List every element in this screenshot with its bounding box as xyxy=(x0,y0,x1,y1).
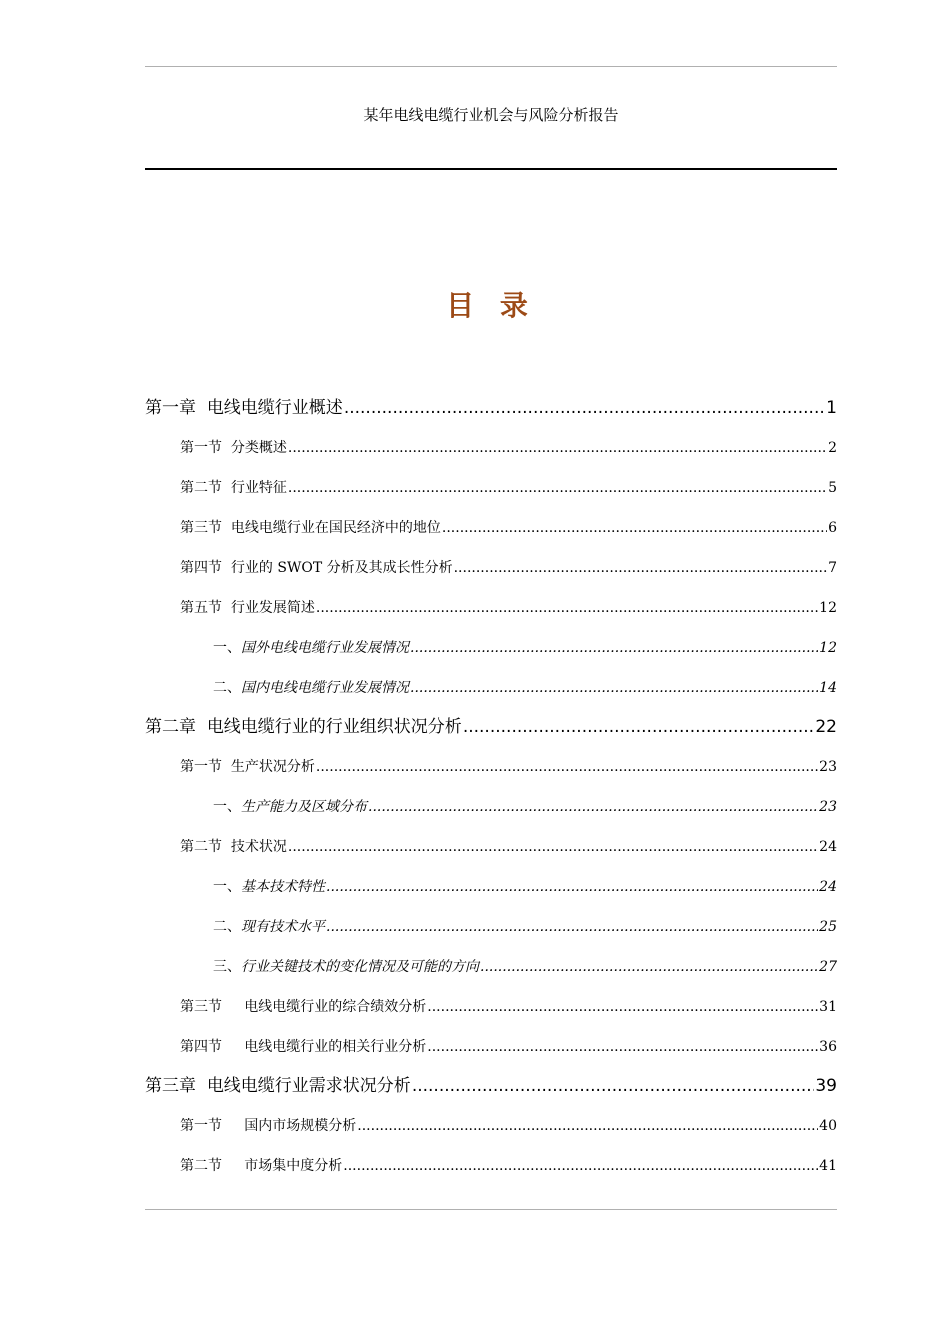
toc-section-1-5[interactable] xyxy=(180,598,837,618)
toc-entry-page: 39 xyxy=(815,1076,837,1096)
toc-entry-page: 24 xyxy=(819,839,837,855)
toc-entry-page: 22 xyxy=(815,717,837,737)
toc-entry-number: 第二章 xyxy=(145,717,207,737)
toc-heading: 目 录 xyxy=(446,289,536,322)
toc-entry-number: 第一节 xyxy=(180,1118,245,1134)
toc-entry-page: 6 xyxy=(828,520,837,536)
toc-entry-number: 第一章 xyxy=(145,398,207,418)
toc-leader-dots xyxy=(463,715,815,739)
toc-entry-number: 三、 xyxy=(213,959,241,975)
toc-entry-page: 36 xyxy=(819,1039,837,1055)
toc-entry-page: 14 xyxy=(819,680,837,696)
toc-leader-dots xyxy=(442,518,827,538)
toc-section-2-3[interactable] xyxy=(180,997,837,1017)
toc-leader-dots xyxy=(326,877,818,897)
toc-entry-label: 电线电缆行业的综合绩效分析 xyxy=(244,999,427,1015)
toc-entry-page: 41 xyxy=(819,1158,837,1174)
toc-entry-page: 23 xyxy=(819,759,837,775)
toc-entry-label: 行业发展简述 xyxy=(230,600,315,616)
toc-entry-number: 一、 xyxy=(213,640,241,656)
toc-leader-dots xyxy=(288,837,818,857)
toc-leader-dots xyxy=(316,598,818,618)
toc-entry-label: 电线电缆行业的行业组织状况分析 xyxy=(206,717,462,737)
toc-entry-label: 行业关键技术的变化情况及可能的方向 xyxy=(241,959,479,975)
toc-entry-page: 31 xyxy=(819,999,837,1015)
toc-entry-page: 40 xyxy=(819,1118,837,1134)
toc-entry-label: 国内电线电缆行业发展情况 xyxy=(241,680,409,696)
toc-entry-label: 电线电缆行业的相关行业分析 xyxy=(244,1039,427,1055)
toc-entry-page: 2 xyxy=(828,440,837,456)
toc-entry-label: 国内市场规模分析 xyxy=(244,1118,357,1134)
document-header-title: 某年电线电缆行业机会与风险分析报告 xyxy=(363,106,619,124)
toc-leader-dots xyxy=(343,1156,818,1176)
toc-entry-page: 25 xyxy=(819,919,837,935)
toc-entry-number: 第二节 xyxy=(180,839,231,855)
toc-section-2-4[interactable] xyxy=(180,1037,837,1057)
toc-entry-page: 23 xyxy=(819,799,837,815)
toc-leader-dots xyxy=(316,757,818,777)
toc-entry-label: 分类概述 xyxy=(230,440,287,456)
toc-leader-dots xyxy=(288,478,827,498)
toc-entry-label: 市场集中度分析 xyxy=(244,1158,343,1174)
toc-section-3-2[interactable] xyxy=(180,1156,837,1176)
toc-entry-number: 第二节 xyxy=(180,1158,245,1174)
toc-entry-page: 12 xyxy=(819,600,837,616)
toc-entry-page: 12 xyxy=(819,640,837,656)
toc-subsection-1-5-2[interactable] xyxy=(213,678,837,698)
toc-section-1-2[interactable] xyxy=(180,478,837,498)
toc-entry-number: 第四节 xyxy=(180,1039,245,1055)
toc-entry-number: 第五节 xyxy=(180,600,231,616)
toc-entry-number: 一、 xyxy=(213,799,241,815)
toc-entry-label: 电线电缆行业需求状况分析 xyxy=(206,1076,411,1096)
toc-entry-label: 生产状况分析 xyxy=(230,759,315,775)
toc-section-2-1[interactable] xyxy=(180,757,837,777)
toc-leader-dots xyxy=(410,638,818,658)
toc-entry-number: 第三章 xyxy=(145,1076,207,1096)
toc-entry-number: 第一节 xyxy=(180,440,231,456)
toc-entry-number: 第一节 xyxy=(180,759,231,775)
toc-entry-number: 第二节 xyxy=(180,480,231,496)
toc-leader-dots xyxy=(427,997,818,1017)
toc-section-2-2[interactable] xyxy=(180,837,837,857)
toc-subsection-2-1-1[interactable] xyxy=(213,797,837,817)
toc-section-3-1[interactable] xyxy=(180,1116,837,1136)
toc-leader-dots xyxy=(410,678,818,698)
toc-entry-number: 二、 xyxy=(213,680,241,696)
toc-entry-page: 1 xyxy=(826,398,837,418)
toc-subsection-2-2-1[interactable] xyxy=(213,877,837,897)
toc-entry-number: 二、 xyxy=(213,919,241,935)
toc-subsection-1-5-1[interactable] xyxy=(213,638,837,658)
toc-leader-dots xyxy=(412,1074,815,1098)
header-rule xyxy=(145,168,837,170)
toc-chapter-1[interactable] xyxy=(145,396,837,420)
toc-subsection-2-2-3[interactable] xyxy=(213,957,837,977)
toc-entry-number: 一、 xyxy=(213,879,241,895)
toc-subsection-2-2-2[interactable] xyxy=(213,917,837,937)
toc-entry-label: 行业的 SWOT 分析及其成长性分析 xyxy=(230,560,453,576)
toc-section-1-4[interactable] xyxy=(180,558,837,578)
toc-leader-dots xyxy=(368,797,818,817)
toc-entry-number: 第三节 xyxy=(180,999,245,1015)
toc-leader-dots xyxy=(344,396,825,420)
toc-entry-label: 电线电缆行业概述 xyxy=(206,398,343,418)
toc-entry-number: 第四节 xyxy=(180,560,231,576)
bottom-rule xyxy=(145,1209,837,1210)
toc-entry-page: 7 xyxy=(828,560,837,576)
toc-entry-label: 电线电缆行业在国民经济中的地位 xyxy=(230,520,441,536)
toc-leader-dots xyxy=(480,957,818,977)
toc-entry-page: 27 xyxy=(819,959,837,975)
toc-entry-label: 技术状况 xyxy=(230,839,287,855)
toc-chapter-3[interactable] xyxy=(145,1074,837,1098)
top-rule xyxy=(145,66,837,67)
toc-section-1-3[interactable] xyxy=(180,518,837,538)
toc-leader-dots xyxy=(326,917,818,937)
toc-leader-dots xyxy=(288,438,827,458)
toc-entry-page: 5 xyxy=(828,480,837,496)
toc-leader-dots xyxy=(427,1037,818,1057)
toc-entry-label: 行业特征 xyxy=(230,480,287,496)
toc-entry-label: 生产能力及区域分布 xyxy=(241,799,367,815)
toc-chapter-2[interactable] xyxy=(145,715,837,739)
toc-entry-number: 第三节 xyxy=(180,520,231,536)
toc-entry-page: 24 xyxy=(819,879,837,895)
toc-entry-label: 基本技术特性 xyxy=(241,879,325,895)
toc-entry-label: 现有技术水平 xyxy=(241,919,325,935)
toc-entry-label: 国外电线电缆行业发展情况 xyxy=(241,640,409,656)
toc-section-1-1[interactable] xyxy=(180,438,837,458)
toc-leader-dots xyxy=(357,1116,818,1136)
toc-leader-dots xyxy=(454,558,827,578)
